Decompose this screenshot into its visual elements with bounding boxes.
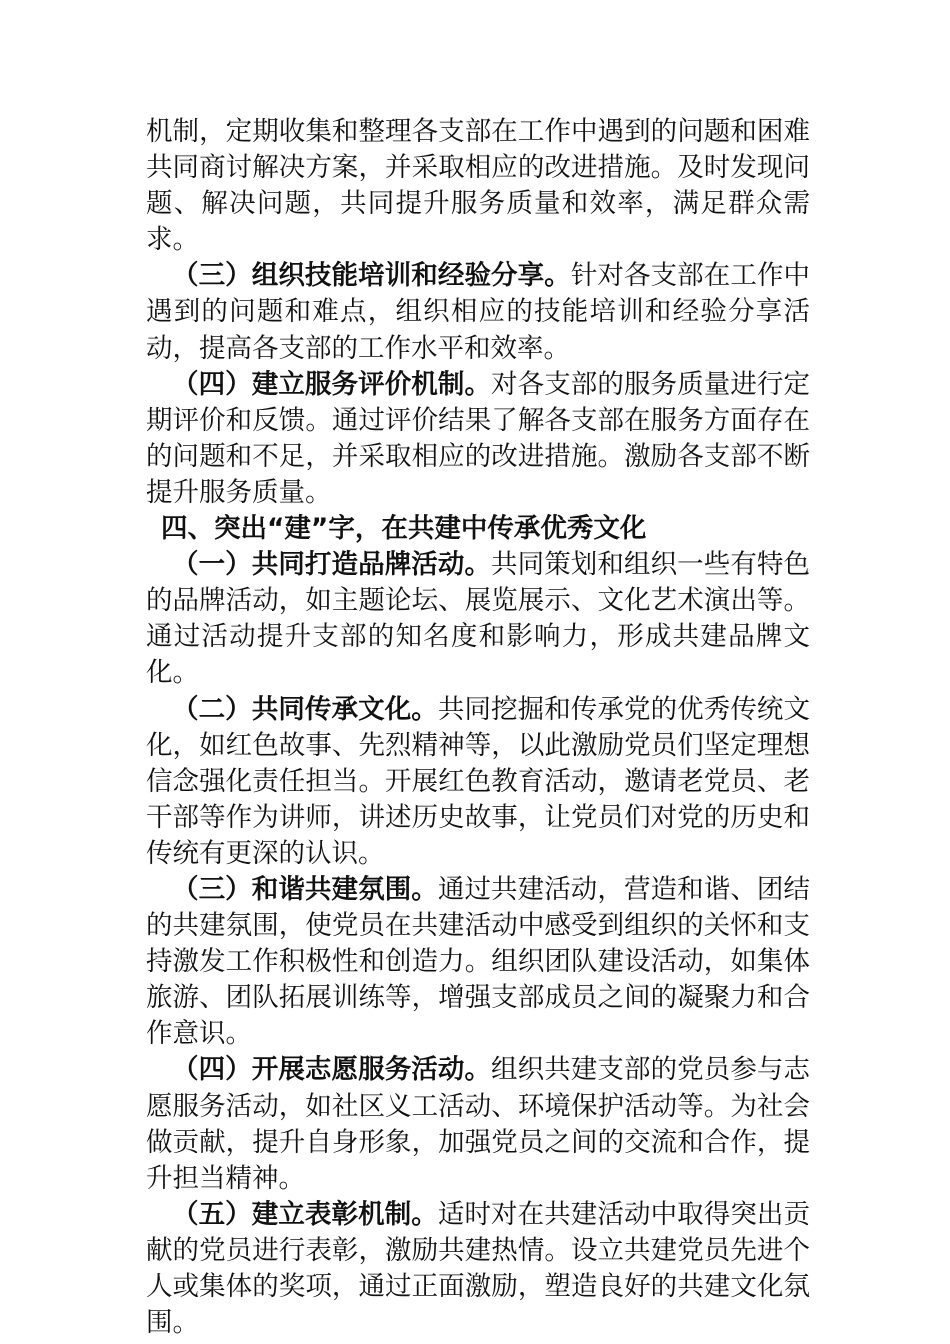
paragraph-lead: （三）组织技能培训和经验分享。 [172,260,571,292]
paragraph-brand-activities [146,547,810,691]
paragraph-skills-training [146,258,810,366]
paragraph-body: 针对各支部在工作中遇到的问题和难点，组织相应的技能培训和经验分享活动，提高各支部的工作水平和效率。 [146,260,811,364]
paragraph-body: 共同策划和组织一些有特色的品牌活动，如主题论坛、展览展示、文化艺术演出等。通过活动提升支部的知名度和影响力，形成共建品牌文化。 [146,549,811,689]
paragraph-lead: （二）共同传承文化。 [172,693,438,725]
paragraph-body: 适时对在共建活动中取得突出贡献的党员进行表彰，激励共建热情。设立共建党员先进个人或集体的奖项，通过正面激励，塑造良好的共建文化氛围。 [146,1198,811,1339]
paragraph-continuation [146,114,810,258]
paragraph-body: 组织共建支部的党员参与志愿服务活动，如社区义工活动、环境保护活动等。为社会做贡献，提升自身形象，加强党员之间的交流和合作，提升担当精神。 [146,1054,811,1194]
section-heading: 四、突出“建”字，在共建中传承优秀文化 [161,513,647,545]
paragraph-commendation [146,1197,810,1341]
paragraph-lead: （五）建立表彰机制。 [172,1198,438,1230]
paragraph-body: 机制，定期收集和整理各支部在工作中遇到的问题和困难共同商讨解决方案，并采取相应的改进措施。及时发现问题、解决问题，共同提升服务质量和效率，满足群众需求。 [146,116,810,256]
paragraph-lead: （三）和谐共建氛围。 [172,873,438,905]
paragraph-body: 通过共建活动，营造和谐、团结的共建氛围，使党员在共建活动中感受到组织的关怀和支持激发工作积极性和创造力。组织团队建设活动，如集体旅游、团队拓展训练等，增强支部成员之间的凝聚力和合作意识。 [146,873,811,1050]
paragraph-body: 共同挖掘和传承党的优秀传统文化，如红色故事、先烈精神等，以此激励党员们坚定理想信念强化责任担当。开展红色教育活动，邀请老党员、老干部等作为讲师，讲述历史故事，让党员们对党的历史和传统有更深的认识。 [146,693,811,869]
paragraph-volunteer-service [146,1052,810,1196]
paragraph-body: 对各支部的服务质量进行定期评价和反馈。通过评价结果了解各支部在服务方面存在的问题和不足，并采取相应的改进措施。激励各支部不断提升服务质量。 [146,368,811,508]
paragraph-lead: （四）建立服务评价机制。 [172,368,492,400]
paragraph-lead: （四）开展志愿服务活动。 [172,1054,492,1086]
paragraph-harmonious-atmosphere [146,872,810,1052]
document-page [146,114,810,1341]
paragraph-lead: （一）共同打造品牌活动。 [172,549,492,581]
paragraph-service-evaluation [146,367,810,511]
paragraph-culture-inheritance [146,692,810,872]
